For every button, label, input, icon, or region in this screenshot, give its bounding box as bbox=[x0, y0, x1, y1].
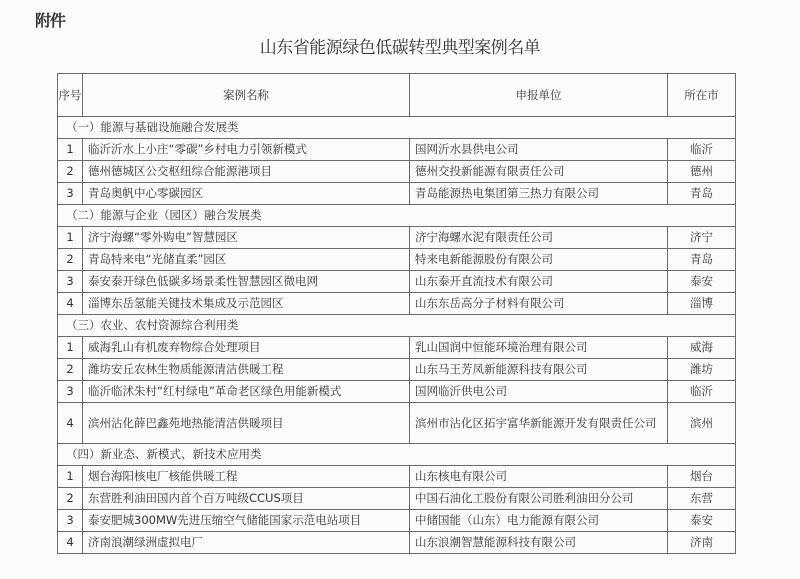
row-city: 青岛 bbox=[668, 183, 736, 205]
row-name: 东营胜利油田国内首个百万吨级CCUS项目 bbox=[83, 488, 410, 510]
row-name: 泰安泰开绿色低碳多场景柔性智慧园区微电网 bbox=[83, 271, 410, 293]
row-name: 烟台海阳核电厂核能供暖工程 bbox=[83, 466, 410, 488]
section-row bbox=[58, 117, 736, 139]
row-unit: 德州交投新能源有限责任公司 bbox=[410, 161, 668, 183]
row-name: 潍坊安丘农林生物质能源清洁供暖工程 bbox=[83, 359, 410, 381]
row-unit: 中储国能（山东）电力能源有限公司 bbox=[410, 510, 668, 532]
table-row bbox=[58, 271, 736, 293]
table-row bbox=[58, 293, 736, 315]
table-row bbox=[58, 249, 736, 271]
table-row bbox=[58, 466, 736, 488]
row-unit: 滨州市沾化区拓宇富华新能源开发有限责任公司 bbox=[410, 403, 668, 444]
section-heading: （二）能源与企业（园区）融合发展类 bbox=[58, 205, 736, 227]
row-city: 泰安 bbox=[668, 510, 736, 532]
row-no: 4 bbox=[58, 293, 83, 315]
row-no: 2 bbox=[58, 488, 83, 510]
attachment-label: 附件 bbox=[35, 11, 66, 30]
table-header-row bbox=[58, 74, 736, 117]
row-no: 3 bbox=[58, 510, 83, 532]
row-unit: 山东东岳高分子材料有限公司 bbox=[410, 293, 668, 315]
section-heading: （一）能源与基础设施融合发展类 bbox=[58, 117, 736, 139]
row-no: 4 bbox=[58, 403, 83, 444]
row-name: 淄博东岳氢能关键技术集成及示范园区 bbox=[83, 293, 410, 315]
case-list-table bbox=[57, 73, 736, 554]
header-seq: 序号 bbox=[58, 74, 83, 117]
row-no: 2 bbox=[58, 161, 83, 183]
table-row bbox=[58, 337, 736, 359]
row-city: 临沂 bbox=[668, 139, 736, 161]
row-name: 泰安肥城300MW先进压缩空气储能国家示范电站项目 bbox=[83, 510, 410, 532]
row-no: 3 bbox=[58, 381, 83, 403]
table-row bbox=[58, 359, 736, 381]
table-row bbox=[58, 510, 736, 532]
row-no: 3 bbox=[58, 183, 83, 205]
row-city: 东营 bbox=[668, 488, 736, 510]
row-city: 济南 bbox=[668, 532, 736, 554]
row-unit: 山东马王芳凤新能源科技有限公司 bbox=[410, 359, 668, 381]
row-name: 济南浪潮绿洲虚拟电厂 bbox=[83, 532, 410, 554]
row-unit: 国网临沂供电公司 bbox=[410, 381, 668, 403]
row-no: 2 bbox=[58, 359, 83, 381]
row-city: 临沂 bbox=[668, 381, 736, 403]
section-heading: （三）农业、农村资源综合利用类 bbox=[58, 315, 736, 337]
table-row bbox=[58, 161, 736, 183]
row-name: 青岛奥帆中心零碳园区 bbox=[83, 183, 410, 205]
table-row bbox=[58, 403, 736, 444]
section-row bbox=[58, 315, 736, 337]
table-row bbox=[58, 532, 736, 554]
row-city: 烟台 bbox=[668, 466, 736, 488]
row-unit: 山东核电有限公司 bbox=[410, 466, 668, 488]
row-no: 2 bbox=[58, 249, 83, 271]
section-row bbox=[58, 205, 736, 227]
row-city: 潍坊 bbox=[668, 359, 736, 381]
document-title: 山东省能源绿色低碳转型典型案例名单 bbox=[259, 38, 541, 58]
row-no: 1 bbox=[58, 466, 83, 488]
row-unit: 山东浪潮智慧能源科技有限公司 bbox=[410, 532, 668, 554]
header-city: 所在市 bbox=[668, 74, 736, 117]
row-name: 威海乳山有机废弃物综合处理项目 bbox=[83, 337, 410, 359]
row-unit: 国网沂水县供电公司 bbox=[410, 139, 668, 161]
row-city: 泰安 bbox=[668, 271, 736, 293]
row-unit: 中国石油化工股份有限公司胜利油田分公司 bbox=[410, 488, 668, 510]
row-city: 青岛 bbox=[668, 249, 736, 271]
header-unit: 申报单位 bbox=[410, 74, 668, 117]
row-no: 4 bbox=[58, 532, 83, 554]
row-no: 1 bbox=[58, 139, 83, 161]
table-row bbox=[58, 381, 736, 403]
row-city: 德州 bbox=[668, 161, 736, 183]
section-row bbox=[58, 444, 736, 466]
header-name: 案例名称 bbox=[83, 74, 410, 117]
row-no: 1 bbox=[58, 337, 83, 359]
row-name: 临沂沂水上小庄“零碳”乡村电力引领新模式 bbox=[83, 139, 410, 161]
row-unit: 青岛能源热电集团第三热力有限公司 bbox=[410, 183, 668, 205]
table-row bbox=[58, 227, 736, 249]
table-row bbox=[58, 488, 736, 510]
row-name: 德州德城区公交枢纽综合能源港项目 bbox=[83, 161, 410, 183]
row-unit: 乳山国润中恒能环境治理有限公司 bbox=[410, 337, 668, 359]
table-row bbox=[58, 139, 736, 161]
row-no: 3 bbox=[58, 271, 83, 293]
row-name: 青岛特来电“光储直柔”园区 bbox=[83, 249, 410, 271]
row-unit: 济宁海螺水泥有限责任公司 bbox=[410, 227, 668, 249]
row-name: 临沂临沭朱村“红村绿电”革命老区绿色用能新模式 bbox=[83, 381, 410, 403]
table-row bbox=[58, 183, 736, 205]
section-heading: （四）新业态、新模式、新技术应用类 bbox=[58, 444, 736, 466]
row-name: 滨州沾化薛巴鑫苑地热能清洁供暖项目 bbox=[83, 403, 410, 444]
row-city: 淄博 bbox=[668, 293, 736, 315]
row-city: 济宁 bbox=[668, 227, 736, 249]
row-unit: 山东泰开直流技术有限公司 bbox=[410, 271, 668, 293]
row-unit: 特来电新能源股份有限公司 bbox=[410, 249, 668, 271]
row-city: 威海 bbox=[668, 337, 736, 359]
row-no: 1 bbox=[58, 227, 83, 249]
row-name: 济宁海螺“零外购电”智慧园区 bbox=[83, 227, 410, 249]
row-city: 滨州 bbox=[668, 403, 736, 444]
